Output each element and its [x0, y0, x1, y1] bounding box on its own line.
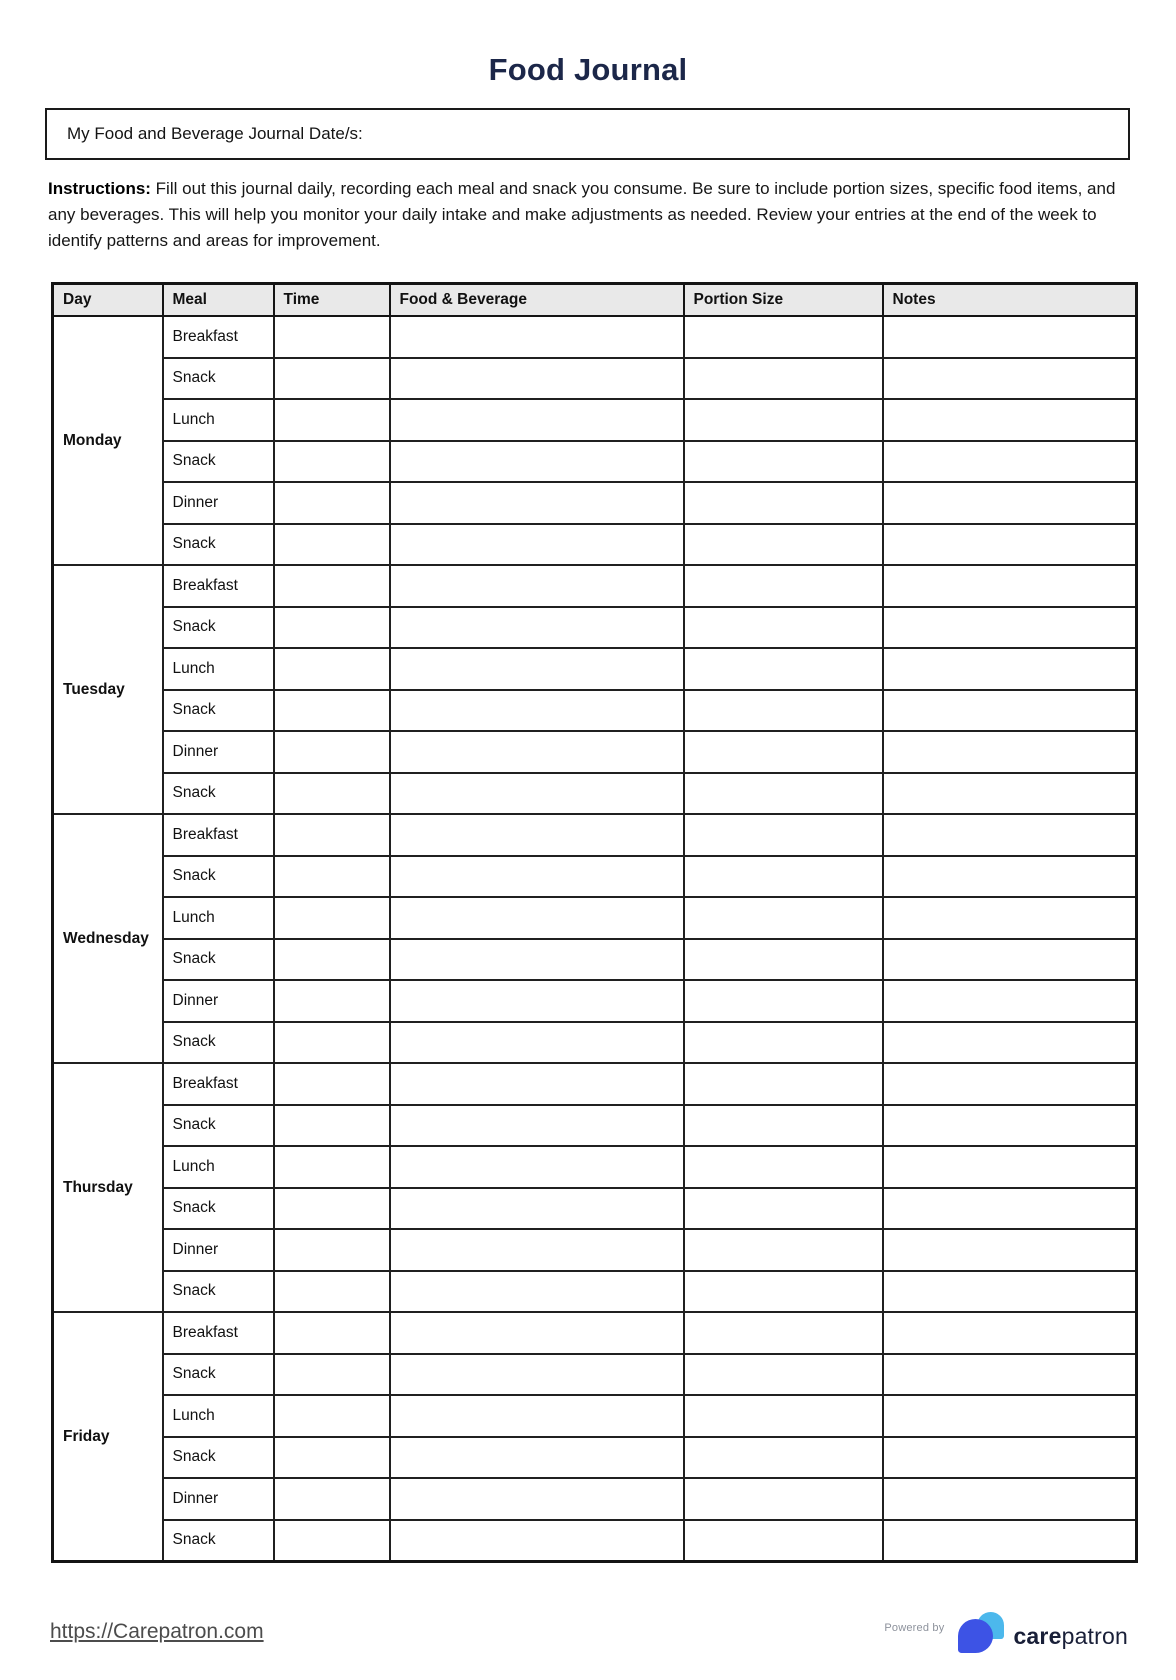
meal-cell-snack: Snack [163, 939, 274, 981]
time-entry-cell[interactable] [274, 1478, 390, 1520]
column-header-notes: Notes [883, 284, 1137, 317]
food-beverage-entry-cell[interactable] [390, 524, 684, 566]
notes-entry-cell[interactable] [883, 856, 1137, 898]
food-beverage-entry-cell[interactable] [390, 358, 684, 400]
wednesday-snack-row [53, 856, 1137, 898]
food-beverage-entry-cell[interactable] [390, 1354, 684, 1396]
notes-entry-cell[interactable] [883, 1188, 1137, 1230]
tuesday-breakfast-row [53, 565, 1137, 607]
food-beverage-entry-cell[interactable] [390, 1022, 684, 1064]
food-beverage-entry-cell[interactable] [390, 1520, 684, 1562]
thursday-snack-row [53, 1271, 1137, 1313]
notes-entry-cell[interactable] [883, 731, 1137, 773]
portion-size-entry-cell[interactable] [684, 1188, 883, 1230]
meal-cell-dinner: Dinner [163, 731, 274, 773]
powered-by-label: Powered by [884, 1622, 945, 1634]
food-beverage-entry-cell[interactable] [390, 1188, 684, 1230]
notes-entry-cell[interactable] [883, 1146, 1137, 1188]
time-entry-cell[interactable] [274, 482, 390, 524]
portion-size-entry-cell[interactable] [684, 1271, 883, 1313]
time-entry-cell[interactable] [274, 939, 390, 981]
brand-bold-part: care [1013, 1622, 1062, 1649]
meal-cell-snack: Snack [163, 1354, 274, 1396]
notes-entry-cell[interactable] [883, 524, 1137, 566]
meal-cell-snack: Snack [163, 1022, 274, 1064]
time-entry-cell[interactable] [274, 1520, 390, 1562]
food-beverage-entry-cell[interactable] [390, 607, 684, 649]
food-beverage-entry-cell[interactable] [390, 441, 684, 483]
instructions [48, 176, 1130, 254]
portion-size-entry-cell[interactable] [684, 897, 883, 939]
notes-entry-cell[interactable] [883, 607, 1137, 649]
meal-cell-snack: Snack [163, 1188, 274, 1230]
date-label: My Food and Beverage Journal Date/s: [67, 124, 363, 143]
thursday-snack-row [53, 1105, 1137, 1147]
food-beverage-entry-cell[interactable] [390, 1105, 684, 1147]
instructions-label: Instructions: [48, 179, 151, 198]
food-beverage-entry-cell[interactable] [390, 1271, 684, 1313]
notes-entry-cell[interactable] [883, 441, 1137, 483]
notes-entry-cell[interactable] [883, 690, 1137, 732]
monday-snack-row [53, 358, 1137, 400]
portion-size-entry-cell[interactable] [684, 731, 883, 773]
tuesday-snack-row [53, 773, 1137, 815]
food-beverage-entry-cell[interactable] [390, 1478, 684, 1520]
time-entry-cell[interactable] [274, 856, 390, 898]
food-beverage-entry-cell[interactable] [390, 316, 684, 358]
table-header-row [53, 284, 1137, 317]
notes-entry-cell[interactable] [883, 399, 1137, 441]
time-entry-cell[interactable] [274, 1229, 390, 1271]
time-entry-cell[interactable] [274, 607, 390, 649]
meal-cell-breakfast: Breakfast [163, 565, 274, 607]
portion-size-entry-cell[interactable] [684, 441, 883, 483]
instructions-text: Fill out this journal daily, recording each meal and snack you consume. Be sure to include portion sizes, specific food items, and any beverages. This will help you monitor your daily intake and make adjustments as needed. Review your entries at the end of the week to identify patterns and areas for improvement. [48, 179, 1116, 250]
monday-snack-row [53, 524, 1137, 566]
time-entry-cell[interactable] [274, 1354, 390, 1396]
notes-entry-cell[interactable] [883, 482, 1137, 524]
time-entry-cell[interactable] [274, 731, 390, 773]
friday-lunch-row [53, 1395, 1137, 1437]
thursday-lunch-row [53, 1146, 1137, 1188]
portion-size-entry-cell[interactable] [684, 1022, 883, 1064]
tuesday-snack-row [53, 690, 1137, 732]
thursday-dinner-row [53, 1229, 1137, 1271]
friday-dinner-row [53, 1478, 1137, 1520]
notes-entry-cell[interactable] [883, 897, 1137, 939]
food-beverage-entry-cell[interactable] [390, 773, 684, 815]
day-cell-friday: Friday [53, 1312, 163, 1562]
portion-size-entry-cell[interactable] [684, 1478, 883, 1520]
monday-breakfast-row [53, 316, 1137, 358]
food-beverage-entry-cell[interactable] [390, 565, 684, 607]
time-entry-cell[interactable] [274, 358, 390, 400]
food-beverage-entry-cell[interactable] [390, 980, 684, 1022]
carepatron-link[interactable]: https://Carepatron.com [50, 1620, 264, 1643]
column-header-portion-size: Portion Size [684, 284, 883, 317]
meal-cell-breakfast: Breakfast [163, 316, 274, 358]
carepatron-wordmark [1013, 1623, 1128, 1650]
notes-entry-cell[interactable] [883, 648, 1137, 690]
page-title: Food Journal [488, 52, 688, 87]
column-header-time: Time [274, 284, 390, 317]
notes-entry-cell[interactable] [883, 1395, 1137, 1437]
portion-size-entry-cell[interactable] [684, 939, 883, 981]
friday-breakfast-row [53, 1312, 1137, 1354]
meal-cell-snack: Snack [163, 773, 274, 815]
portion-size-entry-cell[interactable] [684, 358, 883, 400]
meal-cell-breakfast: Breakfast [163, 1063, 274, 1105]
portion-size-entry-cell[interactable] [684, 1354, 883, 1396]
meal-cell-snack: Snack [163, 1105, 274, 1147]
portion-size-entry-cell[interactable] [684, 1105, 883, 1147]
speech-bubble-dark-icon [958, 1619, 993, 1653]
portion-size-entry-cell[interactable] [684, 856, 883, 898]
portion-size-entry-cell[interactable] [684, 1437, 883, 1479]
column-header-day: Day [53, 284, 163, 317]
carepatron-brand [884, 1612, 1128, 1656]
portion-size-entry-cell[interactable] [684, 1312, 883, 1354]
thursday-snack-row [53, 1188, 1137, 1230]
wednesday-breakfast-row [53, 814, 1137, 856]
food-beverage-entry-cell[interactable] [390, 939, 684, 981]
time-entry-cell[interactable] [274, 399, 390, 441]
day-cell-thursday: Thursday [53, 1063, 163, 1312]
column-header-meal: Meal [163, 284, 274, 317]
friday-snack-row [53, 1437, 1137, 1479]
food-beverage-entry-cell[interactable] [390, 897, 684, 939]
portion-size-entry-cell[interactable] [684, 814, 883, 856]
notes-entry-cell[interactable] [883, 1063, 1137, 1105]
day-cell-monday: Monday [53, 316, 163, 565]
notes-entry-cell[interactable] [883, 1022, 1137, 1064]
friday-snack-row [53, 1354, 1137, 1396]
time-entry-cell[interactable] [274, 441, 390, 483]
tuesday-snack-row [53, 607, 1137, 649]
thursday-breakfast-row [53, 1063, 1137, 1105]
column-header-food-beverage: Food & Beverage [390, 284, 684, 317]
portion-size-entry-cell[interactable] [684, 1229, 883, 1271]
meal-cell-snack: Snack [163, 690, 274, 732]
time-entry-cell[interactable] [274, 1271, 390, 1313]
portion-size-entry-cell[interactable] [684, 565, 883, 607]
time-entry-cell[interactable] [274, 1063, 390, 1105]
food-journal-table [51, 282, 1138, 1563]
food-journal-page [0, 50, 1176, 1680]
brand-regular-part: patron [1061, 1622, 1128, 1649]
meal-cell-dinner: Dinner [163, 482, 274, 524]
time-entry-cell[interactable] [274, 897, 390, 939]
portion-size-entry-cell[interactable] [684, 1063, 883, 1105]
notes-entry-cell[interactable] [883, 316, 1137, 358]
tuesday-dinner-row [53, 731, 1137, 773]
food-beverage-entry-cell[interactable] [390, 1437, 684, 1479]
meal-cell-dinner: Dinner [163, 980, 274, 1022]
time-entry-cell[interactable] [274, 1437, 390, 1479]
meal-cell-snack: Snack [163, 1271, 274, 1313]
date-input-box[interactable] [45, 108, 1130, 160]
food-beverage-entry-cell[interactable] [390, 1063, 684, 1105]
time-entry-cell[interactable] [274, 980, 390, 1022]
meal-cell-dinner: Dinner [163, 1478, 274, 1520]
meal-cell-snack: Snack [163, 441, 274, 483]
portion-size-entry-cell[interactable] [684, 648, 883, 690]
tuesday-lunch-row [53, 648, 1137, 690]
food-beverage-entry-cell[interactable] [390, 690, 684, 732]
food-beverage-entry-cell[interactable] [390, 1395, 684, 1437]
time-entry-cell[interactable] [274, 565, 390, 607]
meal-cell-lunch: Lunch [163, 897, 274, 939]
notes-entry-cell[interactable] [883, 1271, 1137, 1313]
monday-dinner-row [53, 482, 1137, 524]
wednesday-snack-row [53, 939, 1137, 981]
notes-entry-cell[interactable] [883, 565, 1137, 607]
meal-cell-lunch: Lunch [163, 1146, 274, 1188]
wednesday-snack-row [53, 1022, 1137, 1064]
notes-entry-cell[interactable] [883, 1229, 1137, 1271]
time-entry-cell[interactable] [274, 814, 390, 856]
notes-entry-cell[interactable] [883, 1312, 1137, 1354]
portion-size-entry-cell[interactable] [684, 524, 883, 566]
notes-entry-cell[interactable] [883, 1520, 1137, 1562]
meal-cell-breakfast: Breakfast [163, 1312, 274, 1354]
portion-size-entry-cell[interactable] [684, 399, 883, 441]
time-entry-cell[interactable] [274, 648, 390, 690]
time-entry-cell[interactable] [274, 524, 390, 566]
food-beverage-entry-cell[interactable] [390, 482, 684, 524]
food-beverage-entry-cell[interactable] [390, 399, 684, 441]
food-beverage-entry-cell[interactable] [390, 856, 684, 898]
meal-cell-snack: Snack [163, 1437, 274, 1479]
time-entry-cell[interactable] [274, 773, 390, 815]
wednesday-lunch-row [53, 897, 1137, 939]
portion-size-entry-cell[interactable] [684, 482, 883, 524]
portion-size-entry-cell[interactable] [684, 316, 883, 358]
portion-size-entry-cell[interactable] [684, 1146, 883, 1188]
meal-cell-lunch: Lunch [163, 399, 274, 441]
food-beverage-entry-cell[interactable] [390, 814, 684, 856]
time-entry-cell[interactable] [274, 316, 390, 358]
notes-entry-cell[interactable] [883, 1478, 1137, 1520]
meal-cell-lunch: Lunch [163, 648, 274, 690]
notes-entry-cell[interactable] [883, 814, 1137, 856]
friday-snack-row [53, 1520, 1137, 1562]
meal-cell-snack: Snack [163, 607, 274, 649]
portion-size-entry-cell[interactable] [684, 980, 883, 1022]
portion-size-entry-cell[interactable] [684, 1395, 883, 1437]
food-beverage-entry-cell[interactable] [390, 731, 684, 773]
portion-size-entry-cell[interactable] [684, 773, 883, 815]
meal-cell-breakfast: Breakfast [163, 814, 274, 856]
meal-cell-snack: Snack [163, 856, 274, 898]
day-cell-tuesday: Tuesday [53, 565, 163, 814]
monday-snack-row [53, 441, 1137, 483]
portion-size-entry-cell[interactable] [684, 690, 883, 732]
wednesday-dinner-row [53, 980, 1137, 1022]
notes-entry-cell[interactable] [883, 1105, 1137, 1147]
time-entry-cell[interactable] [274, 690, 390, 732]
notes-entry-cell[interactable] [883, 980, 1137, 1022]
meal-cell-snack: Snack [163, 358, 274, 400]
time-entry-cell[interactable] [274, 1312, 390, 1354]
food-beverage-entry-cell[interactable] [390, 648, 684, 690]
food-beverage-entry-cell[interactable] [390, 1312, 684, 1354]
meal-cell-lunch: Lunch [163, 1395, 274, 1437]
time-entry-cell[interactable] [274, 1022, 390, 1064]
portion-size-entry-cell[interactable] [684, 1520, 883, 1562]
monday-lunch-row [53, 399, 1137, 441]
meal-cell-snack: Snack [163, 524, 274, 566]
time-entry-cell[interactable] [274, 1395, 390, 1437]
notes-entry-cell[interactable] [883, 1354, 1137, 1396]
notes-entry-cell[interactable] [883, 939, 1137, 981]
food-beverage-entry-cell[interactable] [390, 1229, 684, 1271]
time-entry-cell[interactable] [274, 1188, 390, 1230]
day-cell-wednesday: Wednesday [53, 814, 163, 1063]
meal-cell-dinner: Dinner [163, 1229, 274, 1271]
notes-entry-cell[interactable] [883, 358, 1137, 400]
portion-size-entry-cell[interactable] [684, 607, 883, 649]
food-beverage-entry-cell[interactable] [390, 1146, 684, 1188]
time-entry-cell[interactable] [274, 1146, 390, 1188]
notes-entry-cell[interactable] [883, 773, 1137, 815]
meal-cell-snack: Snack [163, 1520, 274, 1562]
carepatron-logo-icon [958, 1612, 1006, 1656]
time-entry-cell[interactable] [274, 1105, 390, 1147]
notes-entry-cell[interactable] [883, 1437, 1137, 1479]
